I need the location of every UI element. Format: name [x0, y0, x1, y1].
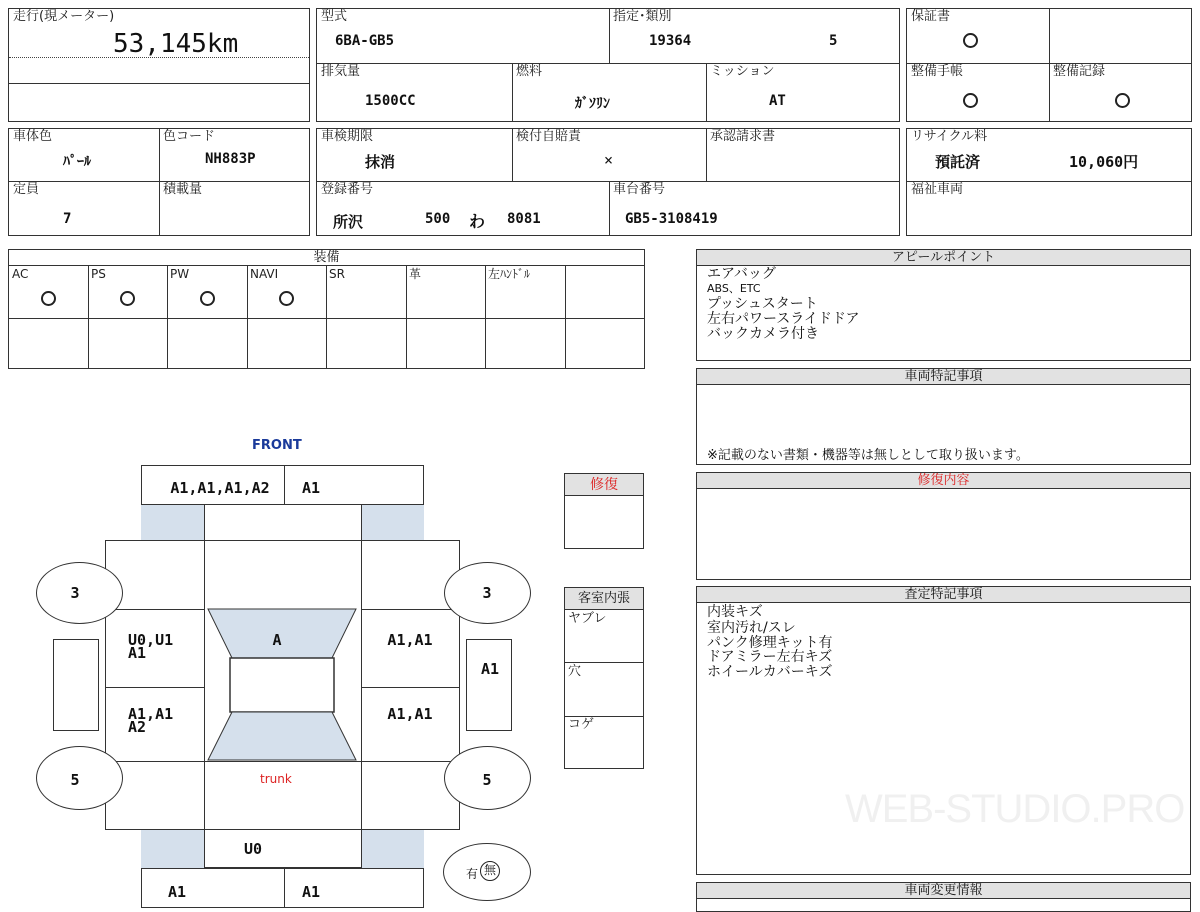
insurance-label: 検付自賠責 [516, 129, 582, 144]
appeal-line-5: バックカメラ付き [707, 326, 819, 342]
tire-rear-right-grade: 5 [482, 771, 492, 789]
right-mirror [466, 639, 512, 731]
left-mirror [53, 639, 99, 731]
tire-front-left-grade: 3 [70, 584, 80, 602]
equipment-table [8, 249, 645, 369]
mileage-label: 走行(現メーター) [13, 9, 115, 24]
rear-bumper-grade: U0 [243, 840, 263, 858]
assessment-line-5: ホイールカバーキズ [707, 664, 833, 680]
chassis-label: 車台番号 [613, 182, 666, 197]
bottom-left-grade: A1 [167, 883, 187, 901]
color-code-value: NH883P [205, 151, 256, 167]
change-info-title: 車両変更情報 [697, 883, 1190, 899]
rear-right-door-grade: A1,A1 [387, 705, 433, 723]
fuel-value: ｶﾞｿﾘﾝ [575, 96, 610, 112]
inspection-value: 抹消 [365, 153, 396, 171]
front-bumper-grade: A1,A1,A1,A2 [170, 479, 270, 497]
class-num: 5 [829, 33, 838, 49]
recycle-amount: 10,060円 [1069, 153, 1139, 171]
special-notes-title: 車両特記事項 [697, 369, 1190, 385]
color-code-label: 色コード [163, 129, 216, 144]
equipment-title: 装備 [9, 250, 644, 266]
equip-ac-label: AC [12, 267, 29, 281]
appeal-line-1: エアバッグ [707, 266, 776, 282]
model-value: 6BA-GB5 [335, 33, 395, 49]
recycle-box [906, 128, 1192, 236]
rear-left-door-grade: A1,A1 A2 [128, 705, 174, 736]
equip-ac-circle [41, 291, 56, 306]
change-info-panel [696, 882, 1191, 912]
reg-area: 所沢 [333, 213, 364, 231]
maint-book-circle [963, 93, 978, 108]
approval-label: 承認請求書 [710, 129, 776, 144]
capacity-label: 定員 [13, 182, 40, 197]
chassis-value: GB5-3108419 [625, 211, 718, 227]
warranty-circle [963, 33, 978, 48]
interior-hole: 穴 [568, 664, 582, 679]
special-notes-panel [696, 368, 1191, 465]
spare-yes: 有 [466, 867, 479, 881]
reg-class: 500 [425, 211, 451, 227]
displacement-value: 1500CC [365, 93, 416, 109]
designation-num: 19364 [649, 33, 692, 49]
appeal-title: アピールポイント [697, 250, 1190, 266]
assessment-title: 査定特記事項 [697, 587, 1190, 603]
maint-record-label: 整備記録 [1053, 64, 1106, 79]
tire-rear-left-grade: 5 [70, 771, 80, 789]
appeal-line-2: ABS、ETC [707, 282, 761, 295]
maint-record-circle [1115, 93, 1130, 108]
repair-small-box [564, 473, 644, 549]
load-label: 積載量 [163, 182, 203, 197]
interior-title: 客室内張 [565, 588, 643, 610]
interior-box [564, 587, 644, 769]
displacement-label: 排気量 [321, 64, 361, 79]
equip-navi-circle [279, 291, 294, 306]
recycle-label: リサイクル料 [911, 129, 988, 144]
equip-pw-circle [200, 291, 215, 306]
model-box [316, 8, 900, 122]
capacity-value: 7 [63, 211, 72, 227]
inspection-box [316, 128, 900, 236]
equip-sr-label: SR [329, 267, 345, 281]
body-color-box [8, 128, 310, 236]
roof-panel [230, 658, 334, 712]
roof-glass [204, 608, 360, 762]
rear-left-fender [141, 830, 204, 868]
assessment-line-2: 室内汚れ/スレ [707, 620, 796, 636]
model-label: 型式 [321, 9, 348, 24]
assessment-panel [696, 586, 1191, 875]
front-right-grade: A1 [301, 479, 321, 497]
front-left-door-grade: U0,U1 A1 [128, 631, 174, 662]
tire-front-right-grade: 3 [482, 584, 492, 602]
assessment-line-3: パンク修理キット有 [707, 635, 833, 651]
appeal-panel [696, 249, 1191, 361]
trunk-label: trunk [260, 772, 292, 786]
inspection-label: 車検期限 [321, 129, 374, 144]
appeal-line-3: プッシュスタート [707, 296, 818, 312]
repair-small-title: 修復 [565, 474, 643, 496]
transmission-value: AT [769, 93, 786, 109]
special-notes-text: ※記載のない書類・機器等は無しとして取り扱います。 [707, 448, 1029, 463]
spare-no: 無 [480, 861, 500, 881]
repair-detail-title: 修復内容 [697, 473, 1190, 489]
interior-burn: コゲ [568, 717, 595, 732]
maint-book-label: 整備手帳 [911, 64, 964, 79]
right-side-grade: A1 [480, 660, 500, 678]
interior-tear: ヤブレ [568, 611, 607, 626]
bottom-right-grade: A1 [301, 883, 321, 901]
mileage-divider [9, 57, 309, 58]
front-right-door-grade: A1,A1 [387, 631, 433, 649]
reg-label: 登録番号 [321, 182, 374, 197]
appeal-line-4: 左右パワースライドドア [707, 311, 860, 327]
roof-grade: A [272, 631, 282, 649]
reg-kana: わ [469, 212, 486, 231]
repair-detail-panel [696, 472, 1191, 580]
front-left-fender [141, 505, 204, 541]
insurance-value: × [604, 151, 614, 169]
watermark: WEB-STUDIO.PRO [845, 787, 1185, 831]
rear-right-fender [362, 830, 424, 868]
transmission-label: ミッション [710, 64, 775, 79]
equip-leather-label: 革 [409, 267, 422, 281]
assessment-line-4: ドアミラー左右キズ [707, 649, 833, 665]
assessment-line-1: 内装キズ [707, 604, 763, 620]
welfare-label: 福祉車両 [911, 182, 964, 197]
equip-navi-label: NAVI [250, 267, 279, 281]
body-color-value: ﾊﾟｰﾙ [63, 154, 91, 170]
reg-num: 8081 [507, 211, 541, 227]
equip-lhd-label: 左ﾊﾝﾄﾞﾙ [488, 267, 531, 281]
designation-label: 指定･類別 [613, 9, 672, 24]
rear-window [208, 712, 356, 760]
fuel-label: 燃料 [516, 64, 543, 79]
warranty-box [906, 8, 1192, 122]
equip-pw-label: PW [170, 267, 190, 281]
front-label: FRONT [252, 438, 302, 453]
mileage-value: 53,145km [113, 29, 239, 59]
body-color-label: 車体色 [13, 129, 53, 144]
equip-ps-label: PS [91, 267, 106, 281]
mileage-divider-2 [9, 83, 309, 84]
equip-ps-circle [120, 291, 135, 306]
recycle-status: 預託済 [935, 153, 981, 171]
front-right-fender [362, 505, 424, 541]
mileage-box [8, 8, 310, 122]
warranty-label: 保証書 [911, 9, 951, 24]
rear-bumper [204, 830, 362, 868]
